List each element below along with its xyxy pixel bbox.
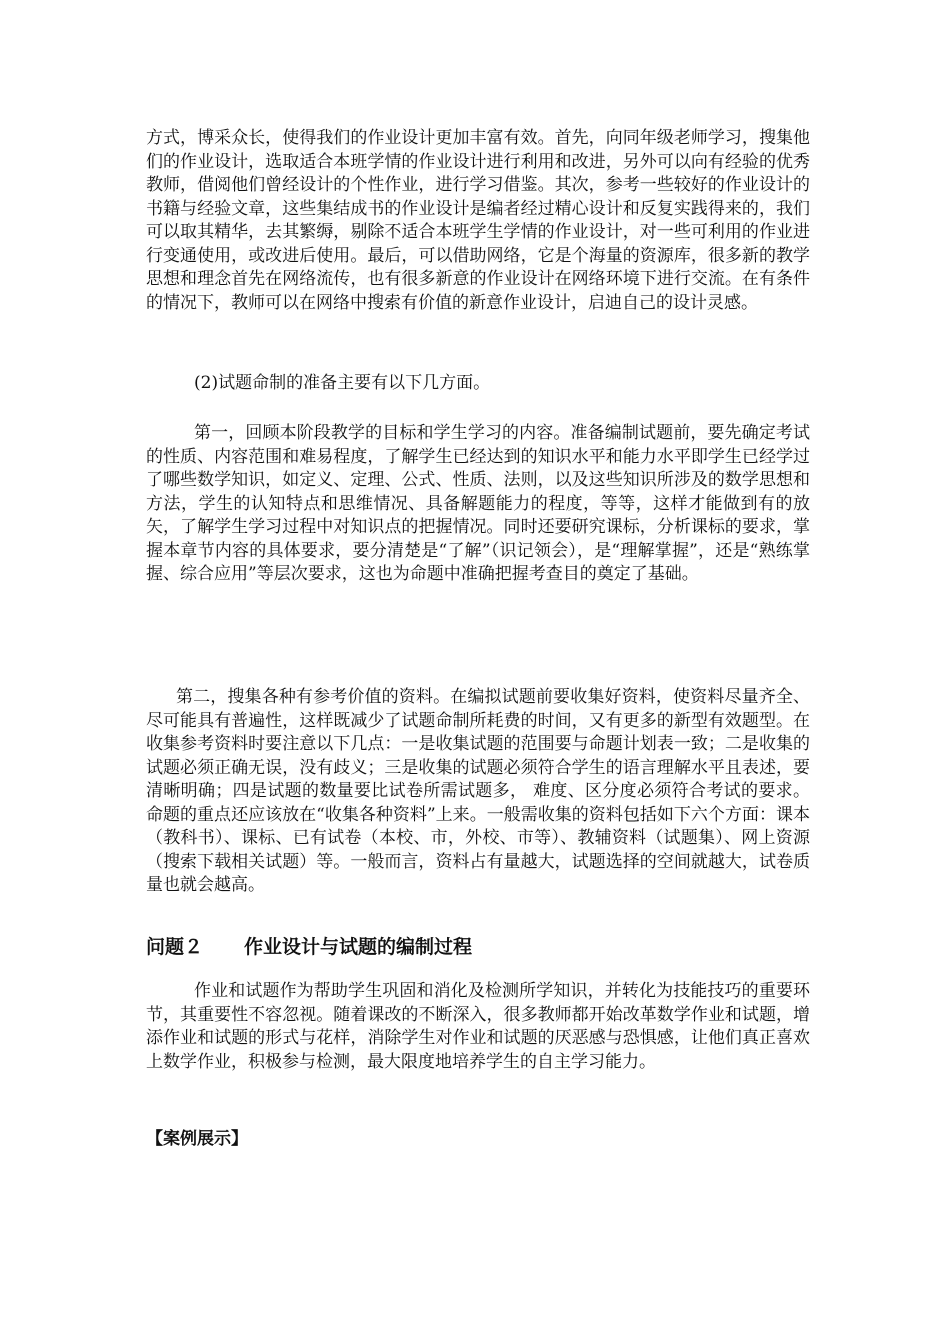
paragraph-first-review: 第一，回顾本阶段教学的目标和学生学习的内容。准备编制试题前，要先确定考试的性质、内容范围和难易程度，了解学生已经达到的知识水平和能力水平即学生已经学过了哪些数学知识，如定义、定理、公式、性质、法则，以及这些知识所涉及的数学思想和方法，学生的认知特点和思维情况、具备解题能力的程度，等等，这样才能做到有的放矢，了解学生学习过程中对知识点的把握情况。同时还要研究课标，分析课标的要求，掌握本章节内容的具体要求，要分清楚是“了解”（识记领会），是“理解掌握”，还是“熟练掌握、综合应用”等层次要求，这也为命题中准确把握考查目的奠定了基础。 xyxy=(146,423,810,584)
section-heading-number: 问题２ xyxy=(146,936,204,958)
paragraph-second-collect: 第二，搜集各种有参考价值的资料。在编拟试题前要收集好资料，使资料尽量齐全、尽可能具有普遍性，这样既减少了试题命制所耗费的时间，又有更多的新型有效题型。在收集参考资料时要注意以下几点：一是收集试题的范围要与命题计划表一致；二是收集的试题必须正确无误，没有歧义；三是收集的试题必须符合学生的语言理解水平且表述，要清晰明确；四是试题的数量要比试卷所需试题多， 难度、区分度必须符合考试的要求。命题的重点还应该放在“收集各种资料”上来。一般需收集的资料包括如下六个方面：课本（教科书）、课标、已有试卷（本校、市，外校、市等）、教辅资料（试题集）、网上资源（搜索下载相关试题）等。一般而言，资料占有量越大，试题选择的空间就越大，试卷质量也就会越高。 xyxy=(146,687,810,895)
section-heading xyxy=(146,934,810,960)
paragraph-homework-sources: 方式，博采众长，使得我们的作业设计更加丰富有效。首先，向同年级老师学习，搜集他们的作业设计，选取适合本班学情的作业设计进行利用和改进，另外可以向有经验的优秀教师，借阅他们曾经设计的个性作业，进行学习借鉴。其次，参考一些较好的作业设计的书籍与经验文章，这些集结成书的作业设计是编者经过精心设计和反复实践得来的，我们可以取其精华，去其繁缛，剔除不适合本班学生学情的作业设计，对一些可利用的作业进行变通使用，或改进后使用。最后，可以借助网络，它是个海量的资源库，很多新的教学思想和理念首先在网络流传，也有很多新意的作业设计在网络环境下进行交流。在有条件的情况下，教师可以在网络中搜索有价值的新意作业设计，启迪自己的设计灵感。 xyxy=(146,128,810,313)
case-display-label: 【案例展示】 xyxy=(146,1129,248,1149)
section-heading-title: 作业设计与试题的编制过程 xyxy=(244,936,473,958)
paragraph-importance: 作业和试题作为帮助学生巩固和消化及检测所学知识，并转化为技能技巧的重要环节，其重要性不容忽视。随着课改的不断深入，很多教师都开始改革数学作业和试题，增添作业和试题的形式与花样，消除学生对作业和试题的厌恶感与恐惧感，让他们真正喜欢上数学作业，积极参与检测，最大限度地培养学生的自主学习能力。 xyxy=(146,981,810,1072)
paragraph-test-prep-intro: (2)试题命制的准备主要有以下几方面。 xyxy=(194,373,491,393)
